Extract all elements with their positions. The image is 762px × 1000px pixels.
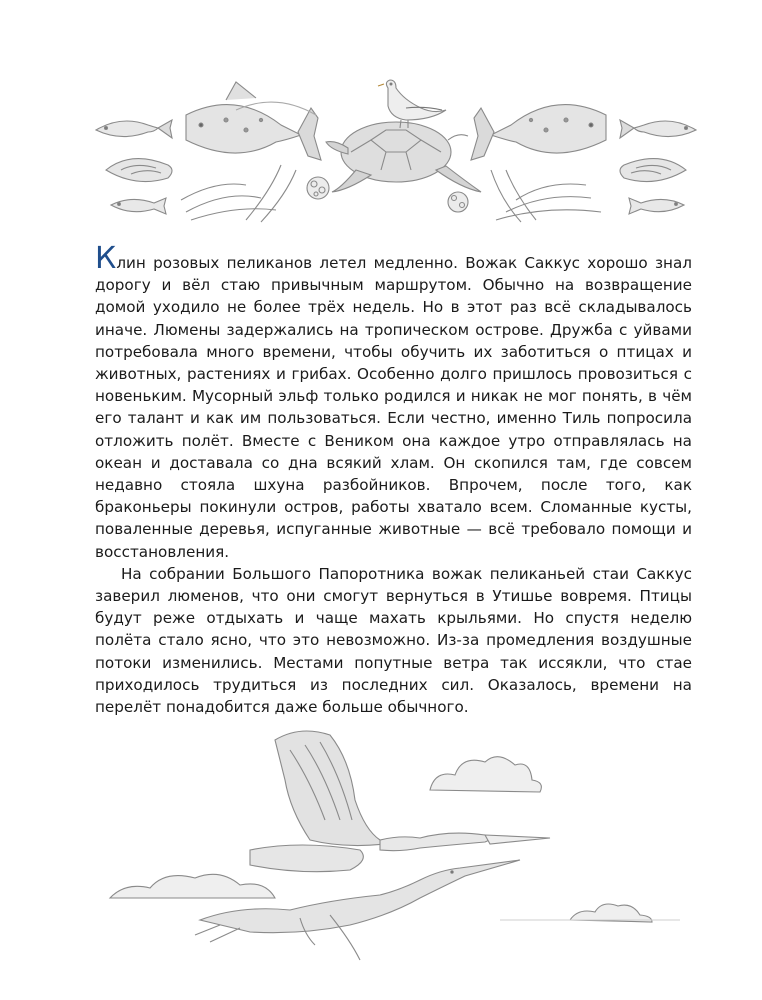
- seaweed-left: [181, 165, 296, 222]
- pelican-upper: [250, 731, 550, 872]
- story-text: [95, 241, 692, 718]
- spotted-fish-right: [471, 105, 606, 160]
- shell-left: [106, 159, 172, 182]
- seagull: [378, 80, 446, 128]
- story-paragraph-1: [95, 241, 692, 563]
- pelican-lower: [195, 860, 520, 960]
- shell-right: [620, 159, 686, 182]
- cloud-left: [110, 874, 275, 898]
- pelicans-illustration: [100, 720, 700, 990]
- coral-center: [448, 192, 468, 212]
- story-paragraph-1-text: лин розовых пеликанов летел медленно. Вожак Саккус хорошо знал дорогу и вёл стаю привычным маршрутом. Обычно на возвращение домой уходило не более трёх недель. Но в этот раз всё складывалось иначе. Люмены задержались на тропическом острове. Дружба с уйвами потребовала много времени, чтобы обучить их заботиться о птицах и животных, растениях и грибах. Особенно долго пришлось провозиться с новеньким. Мусорный эльф только родился и никак не мог понять, в чём его талант и как им пользоваться. Если честно, именно Тиль попросила отложить полёт. Вместе с Веником она каждое утро отправлялась на океан и доставала со дна всякий хлам. Он скопился там, где совсем недавно стояла шхуна разбойников. Впрочем, после того, как браконьеры покинули остров, работы хватало всем. Сломанные кусты, поваленные деревья, испуганные животные — всё требовало помощи и восстановления.: [95, 254, 692, 561]
- small-fish-right-top: [620, 120, 696, 138]
- cloud-bottom-right: [500, 904, 680, 922]
- small-fish-left-top: [96, 120, 172, 138]
- coral-left: [307, 177, 329, 199]
- story-paragraph-2: На собрании Большого Папоротника вожак пеликаньей стаи Саккус заверил люменов, что они смогут вернуться в Утишье вовремя. Птицы будут реже отдыхать и чаще махать крыльями. Но спустя неделю полёта стало ясно, что это невозможно. Из-за промедления воздушные потоки изменились. Местами попутные ветра так иссякли, что стае приходилось трудиться из последних сил. Оказалось, времени на перелёт понадобится даже больше обычного.: [95, 564, 692, 717]
- turtle: [326, 122, 481, 192]
- sea-creatures-illustration: [86, 70, 706, 235]
- small-fish-right-bottom: [629, 198, 684, 214]
- cloud-top-right: [430, 757, 541, 792]
- seaweed-right: [491, 170, 601, 222]
- drop-cap: К: [95, 241, 117, 276]
- spotted-fish-left: [186, 82, 321, 160]
- small-fish-left-bottom: [111, 198, 166, 214]
